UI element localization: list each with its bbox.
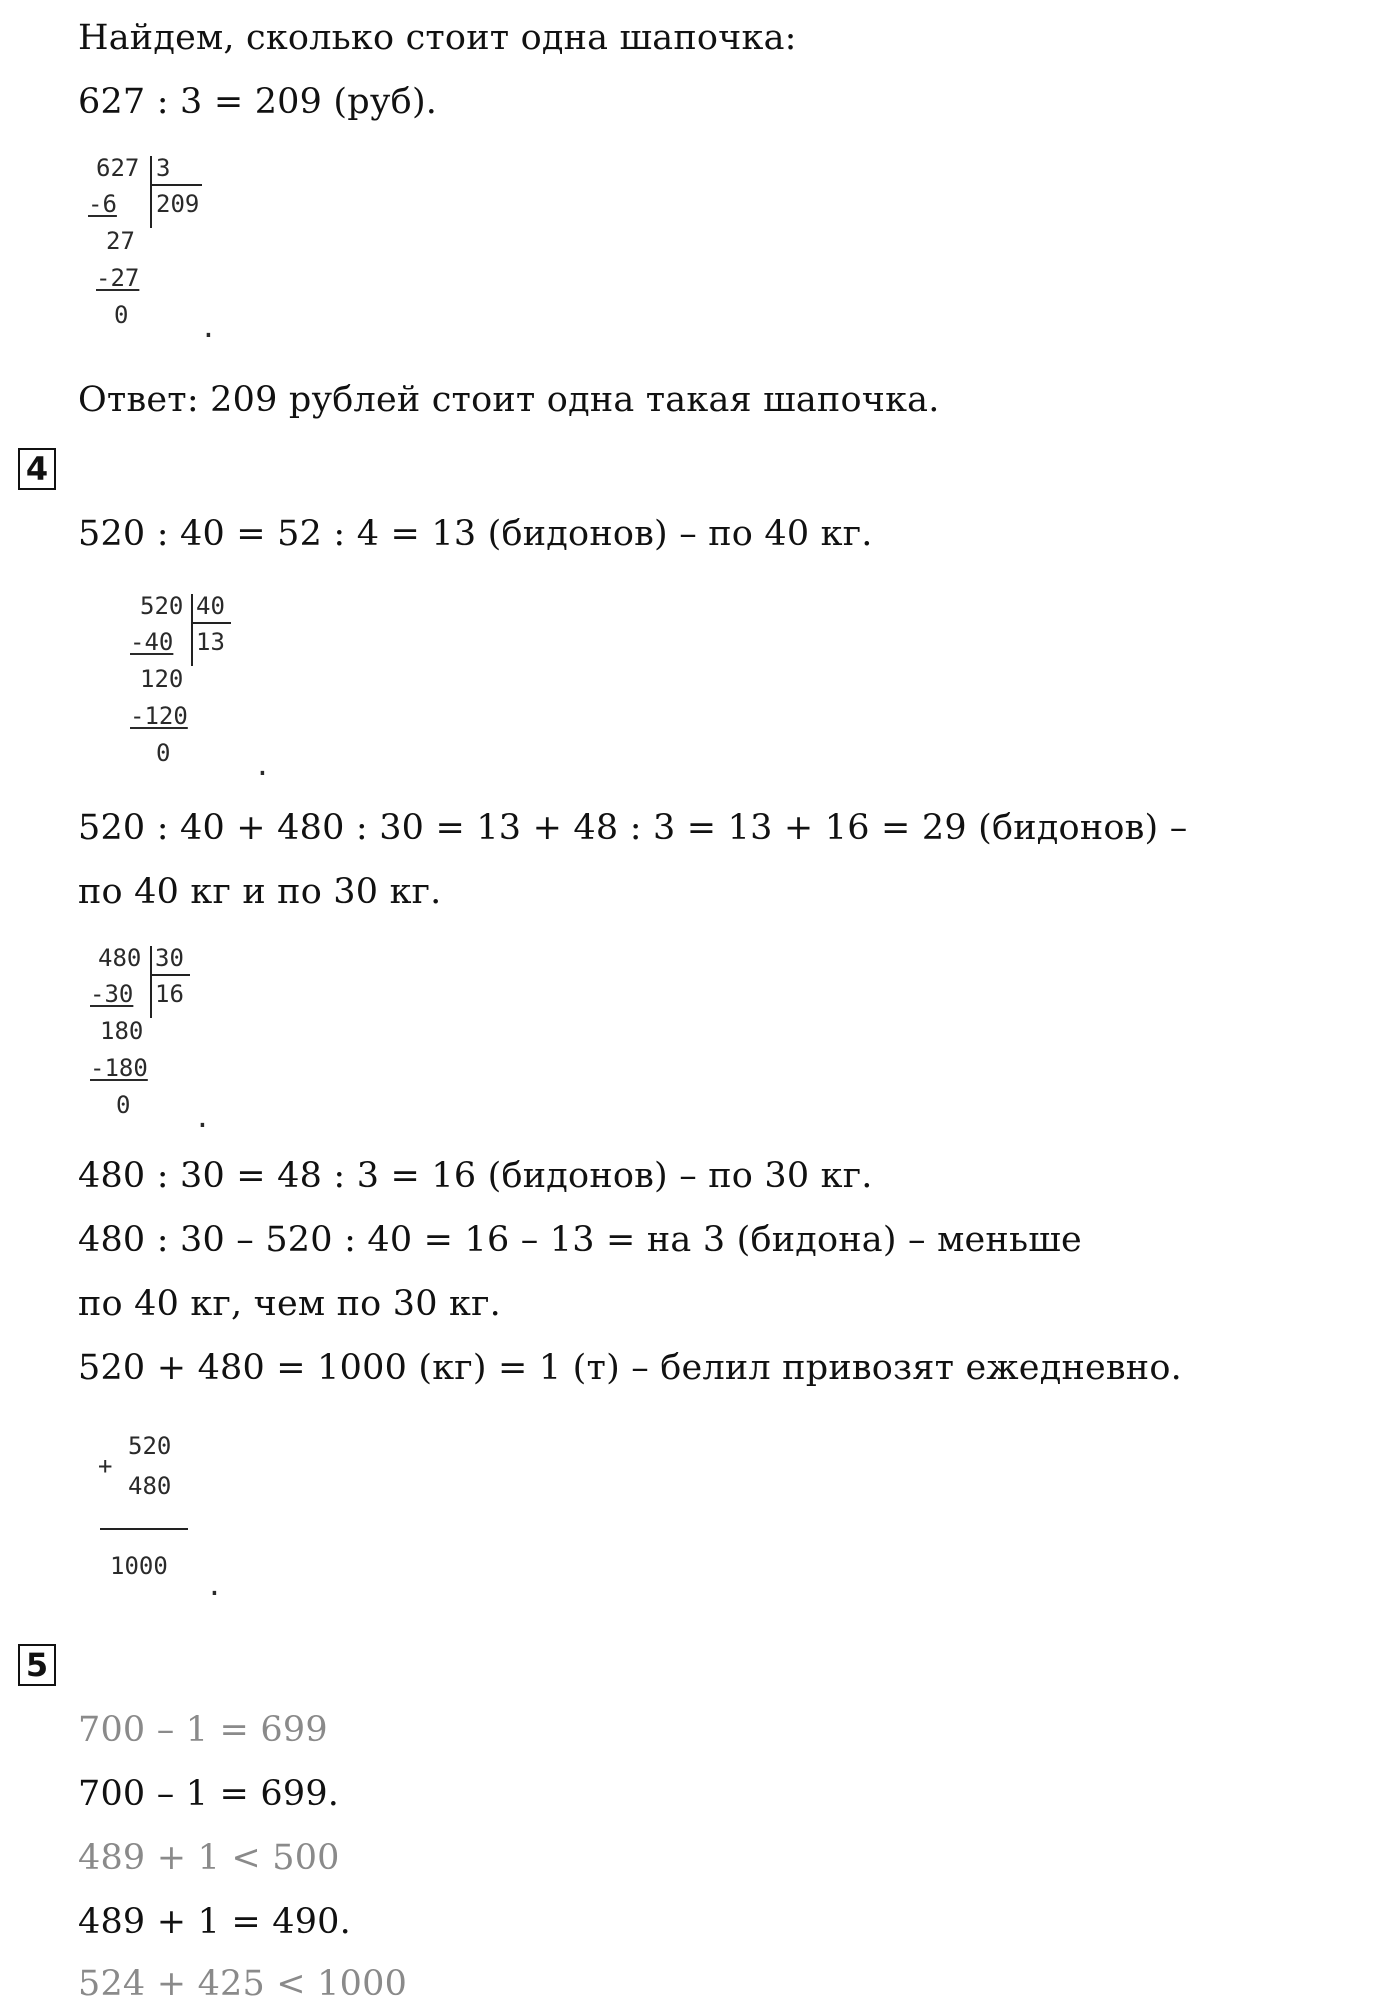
equation-line: 480 : 30 = 48 : 3 = 16 (бидонов) – по 30 кг. [78, 1156, 873, 1196]
quotient: 16 [155, 980, 184, 1008]
task-number-5: 5 [18, 1644, 56, 1686]
remainder: 0 [114, 301, 129, 329]
remainder: 0 [116, 1091, 131, 1119]
period: . [206, 1569, 223, 1602]
quotient: 209 [156, 190, 200, 218]
addend: 480 [128, 1472, 172, 1500]
equation-line: 700 – 1 = 699. [78, 1774, 340, 1814]
equation-line: 520 : 40 = 52 : 4 = 13 (бидонов) – по 40 кг. [78, 514, 873, 554]
divisor: 40 [196, 592, 225, 620]
remainder-step: 27 [106, 227, 135, 255]
subtrahend: -30 [90, 980, 134, 1008]
equation-line: 489 + 1 = 490. [78, 1902, 351, 1942]
text-line: по 40 кг, чем по 30 кг. [78, 1284, 501, 1324]
period: . [194, 1101, 211, 1134]
equation-line: 520 : 40 + 480 : 30 = 13 + 48 : 3 = 13 + 16 = 29 (бидонов) – [78, 808, 1188, 848]
given-expression: 700 – 1 = 699 [78, 1710, 328, 1750]
division-bar [191, 594, 193, 666]
sum: 1000 [110, 1552, 168, 1580]
addend: 520 [128, 1432, 172, 1460]
subtrahend: -120 [130, 702, 188, 730]
quotient: 13 [196, 628, 225, 656]
period: . [200, 311, 217, 344]
quotient-bar [152, 974, 190, 976]
subtrahend: -6 [88, 190, 117, 218]
dividend: 480 [98, 944, 142, 972]
remainder-step: 180 [100, 1017, 144, 1045]
text-line: по 40 кг и по 30 кг. [78, 872, 442, 912]
division-bar [150, 156, 152, 228]
equation-line: 480 : 30 – 520 : 40 = 16 – 13 = на 3 (бидона) – меньше [78, 1220, 1082, 1260]
equation-line: 627 : 3 = 209 (руб). [78, 82, 438, 122]
text-line: Найдем, сколько стоит одна шапочка: [78, 18, 797, 58]
divisor: 30 [155, 944, 184, 972]
period: . [254, 749, 271, 782]
equation-line: 520 + 480 = 1000 (кг) = 1 (т) – белил привозят ежедневно. [78, 1348, 1182, 1388]
subtrahend: -27 [96, 264, 140, 292]
divisor: 3 [156, 154, 171, 182]
given-expression: 489 + 1 < 500 [78, 1838, 340, 1878]
remainder-step: 120 [140, 665, 184, 693]
division-bar [150, 946, 152, 1018]
given-expression: 524 + 425 < 1000 [78, 1964, 408, 2004]
answer-line: Ответ: 209 рублей стоит одна такая шапочка. [78, 380, 940, 420]
task-number-4: 4 [18, 448, 56, 490]
sum-bar [100, 1528, 188, 1530]
quotient-bar [193, 622, 231, 624]
plus-sign: + [98, 1452, 113, 1480]
subtrahend: -180 [90, 1054, 148, 1082]
remainder: 0 [156, 739, 171, 767]
subtrahend: -40 [130, 628, 174, 656]
dividend: 520 [140, 592, 184, 620]
quotient-bar [152, 184, 202, 186]
dividend: 627 [96, 154, 140, 182]
